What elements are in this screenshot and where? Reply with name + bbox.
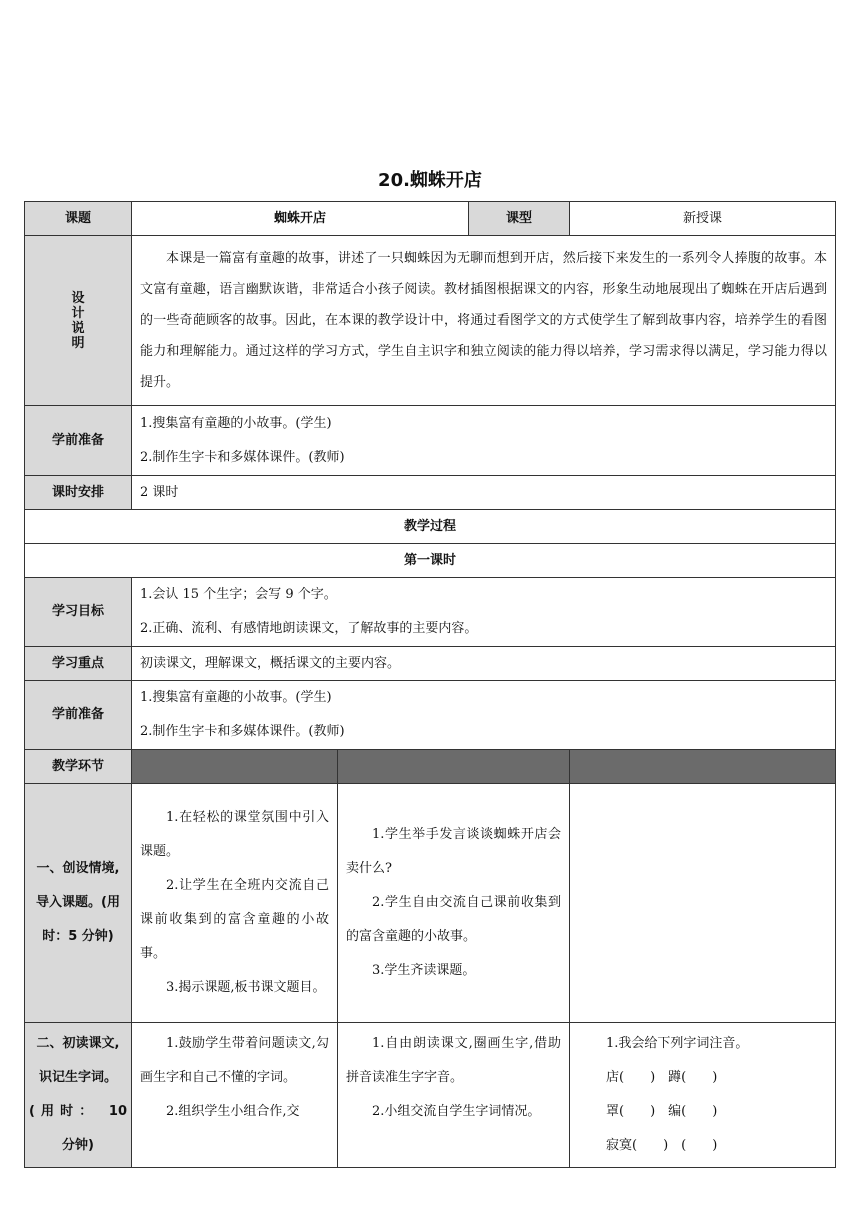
design-text-cell bbox=[132, 236, 836, 406]
section1-teacher: 1.在轻松的课堂氛围中引入课题。 2.让学生在全班内交流自己课前收集到的富含童趣的小故事。 3.揭示课题,板书课文题目。 bbox=[132, 784, 338, 1023]
row-goals bbox=[25, 578, 836, 647]
topic-value: 蜘蛛开店 bbox=[132, 202, 469, 236]
design-text: 本课是一篇富有童趣的故事，讲述了一只蜘蛛因为无聊而想到开店，然后接下来发生的一系列令人捧腹的故事。本文富有童趣，语言幽默诙谐，非常适合小孩子阅读。教材插图根据课文的内容，形象生动地展现出了蜘蛛在开店后遇到的一些奇葩顾客的故事。因此，在本课的教学设计中，将通过看图学文的方式使学生了解到故事内容，培养学生的看图能力和理解能力。通过这样的学习方式，学生自主识字和独立阅读的能力得以培养，学习需求得以满足，学习能力得以提升。 bbox=[140, 251, 828, 390]
row-step-header bbox=[25, 750, 836, 784]
section2-teacher: 1.鼓励学生带着问题读文,勾画生字和自己不懂的字词。 2.组织学生小组合作,交 bbox=[132, 1023, 338, 1168]
section1-student: 1.学生举手发言谈谈蜘蛛开店会卖什么? 2.学生自由交流自己课前收集到的富含童趣的小故事。 3.学生齐读课题。 bbox=[338, 784, 570, 1023]
row-prep-2 bbox=[25, 681, 836, 750]
page-title: 20.蜘蛛开店 bbox=[378, 170, 482, 191]
section1-exercise bbox=[570, 784, 836, 1023]
section2-label: 二、初读课文, 识记生字词。 (用时： 10 分钟) bbox=[25, 1023, 132, 1168]
type-label: 课型 bbox=[469, 202, 570, 236]
type-value: 新授课 bbox=[570, 202, 836, 236]
schedule-value: 2 课时 bbox=[132, 476, 836, 510]
step-header-exercise bbox=[570, 750, 836, 784]
section2-exercise: 1.我会给下列字词注音。 店( ) 蹲( ) 罩( ) 编( ) 寂寞( ) ( ) bbox=[570, 1023, 836, 1168]
goals-label: 学习目标 bbox=[25, 578, 132, 647]
step-header-label: 教学环节 bbox=[25, 750, 132, 784]
row-design bbox=[25, 236, 836, 406]
design-label: 设 计 说 明 bbox=[25, 236, 132, 406]
goals-content: 1.会认 15 个生字；会写 9 个字。 2.正确、流利、有感情地朗读课文，了解故事的主要内容。 bbox=[132, 578, 836, 647]
lesson-header: 第一课时 bbox=[25, 544, 836, 578]
prep2-label: 学前准备 bbox=[25, 681, 132, 750]
step-header-teacher bbox=[132, 750, 338, 784]
lesson-plan-table bbox=[24, 201, 836, 1168]
row-focus bbox=[25, 647, 836, 681]
prep1-label: 学前准备 bbox=[25, 406, 132, 476]
row-topic bbox=[25, 202, 836, 236]
step-header-student bbox=[338, 750, 570, 784]
section2-student: 1.自由朗读课文,圈画生字,借助拼音读准生字字音。 2.小组交流自学生字词情况。 bbox=[338, 1023, 570, 1168]
prep2-content: 1.搜集富有童趣的小故事。(学生) 2.制作生字卡和多媒体课件。(教师) bbox=[132, 681, 836, 750]
focus-value: 初读课文，理解课文，概括课文的主要内容。 bbox=[132, 647, 836, 681]
focus-label: 学习重点 bbox=[25, 647, 132, 681]
schedule-label: 课时安排 bbox=[25, 476, 132, 510]
row-section-1 bbox=[25, 784, 836, 1023]
row-section-2 bbox=[25, 1023, 836, 1168]
process-header: 教学过程 bbox=[25, 510, 836, 544]
row-process-header bbox=[25, 510, 836, 544]
section1-label: 一、创设情境, 导入课题。(用 时：5 分钟) bbox=[25, 784, 132, 1023]
row-schedule bbox=[25, 476, 836, 510]
prep1-content: 1.搜集富有童趣的小故事。(学生) 2.制作生字卡和多媒体课件。(教师) bbox=[132, 406, 836, 476]
row-lesson-header bbox=[25, 544, 836, 578]
topic-label: 课题 bbox=[25, 202, 132, 236]
row-prep-1 bbox=[25, 406, 836, 476]
